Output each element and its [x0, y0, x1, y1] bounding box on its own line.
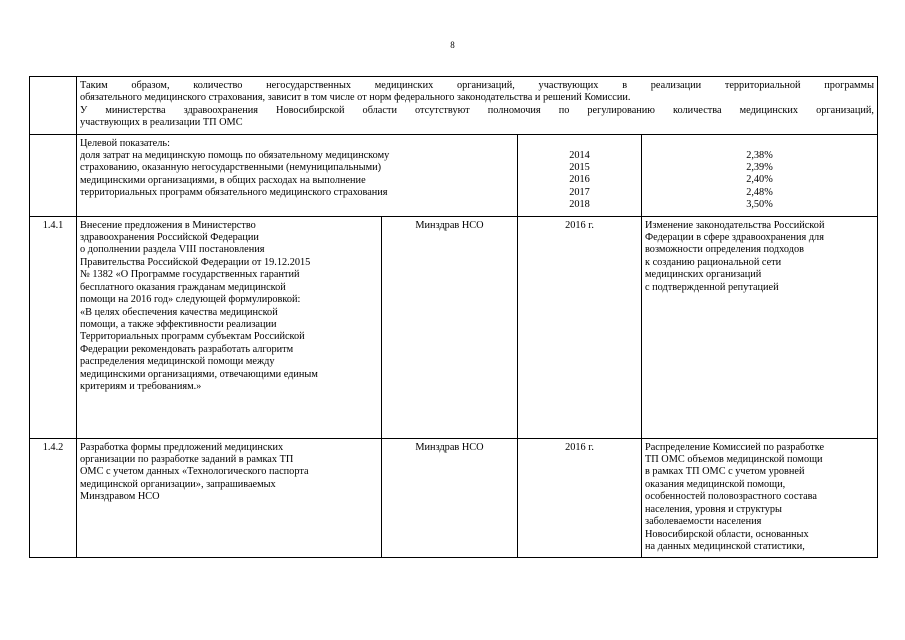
deadline-cell: 2016 г.: [518, 216, 642, 438]
action-line: организации по разработке заданий в рамках ТП: [80, 454, 294, 466]
action-line: помощи, а также эффективности реализации: [80, 318, 277, 330]
target-year: 2018: [569, 199, 590, 211]
action-line: здравоохранения Российской Федерации: [80, 232, 259, 244]
target-label-line: территориальных программ обязательного медицинского страхования: [80, 187, 388, 199]
result-line: населения, уровня и структуры: [645, 503, 782, 515]
action-line: критериям и требованиям.»: [80, 380, 202, 392]
row-number: 1.4.1: [30, 216, 77, 438]
intro-number-cell: [30, 77, 77, 135]
action-line: «В целях обеспечения качества медицинской: [80, 306, 278, 318]
target-label-line: Целевой показатель:: [80, 137, 170, 149]
target-label-line: доля затрат на медицинскую помощь по обязательному медицинскому: [80, 150, 390, 162]
action-line: распределения медицинской помощи между: [80, 356, 275, 368]
result-line: ТП ОМС объемов медицинской помощи: [645, 454, 823, 466]
target-value: 3,50%: [746, 199, 773, 211]
target-year: 2015: [569, 162, 590, 174]
target-value: 2,48%: [746, 186, 773, 198]
result-line: Новосибирской области, основанных: [645, 528, 809, 540]
result-line: медицинских организаций: [645, 269, 762, 281]
table-row: [30, 216, 878, 438]
intro-paragraph-2-line: У министерства здравоохранения Новосибирской области отсутствуют полномочия по регулированию количества медицинских организаций,: [80, 104, 874, 116]
target-label-line: страхованию, оказанную негосударственными (немуниципальными): [80, 162, 382, 174]
table-row: [30, 438, 878, 558]
target-year: 2017: [569, 186, 590, 198]
action-line: ОМС с учетом данных «Технологического паспорта: [80, 466, 309, 478]
responsible-cell: Минздрав НСО: [382, 216, 518, 438]
intro-paragraph-2-line: участвующих в реализации ТП ОМС: [80, 117, 243, 129]
row-number: 1.4.2: [30, 438, 77, 558]
result-cell: [642, 216, 878, 438]
action-line: Федерации рекомендовать разработать алгоритм: [80, 343, 294, 355]
action-line: Минздравом НСО: [80, 491, 160, 503]
action-line: о дополнении раздела VIII постановления: [80, 244, 265, 256]
target-year: 2016: [569, 174, 590, 186]
action-line: бесплатного оказания гражданам медицинской: [80, 281, 286, 293]
deadline-cell: 2016 г.: [518, 438, 642, 558]
target-year: 2014: [569, 149, 590, 161]
plan-table: [29, 76, 878, 558]
result-line: возможности определения подходов: [645, 244, 805, 256]
result-line: Федерации в сфере здравоохранения для: [645, 232, 824, 244]
target-indicator-row: [30, 134, 878, 216]
target-label-cell: [77, 134, 518, 216]
action-line: Внесение предложения в Министерство: [80, 219, 256, 231]
action-line: медицинскими организациями, отвечающими единым: [80, 368, 318, 380]
result-line: с подтвержденной репутацией: [645, 281, 779, 293]
target-values-cell: [642, 134, 878, 216]
action-line: Разработка формы предложений медицинских: [80, 441, 284, 453]
action-cell: [77, 216, 382, 438]
result-line: в рамках ТП ОМС с учетом уровней: [645, 466, 805, 478]
action-line: помощи на 2016 год» следующей формулировкой:: [80, 294, 301, 306]
intro-paragraph-1-line: Таким образом, количество негосударственных медицинских организаций, участвующих в реализации территориальной программы: [80, 80, 874, 91]
result-line: особенностей половозрастного состава: [645, 491, 817, 503]
target-value: 2,38%: [746, 149, 773, 161]
intro-paragraph-1-line: обязательного медицинского страхования, зависит в том числе от норм федерального законодательства и решений Комиссии.: [80, 92, 631, 104]
target-years-cell: [518, 134, 642, 216]
target-value: 2,39%: [746, 162, 773, 174]
target-value: 2,40%: [746, 174, 773, 186]
result-cell: [642, 438, 878, 558]
result-line: оказания медицинской помощи,: [645, 478, 786, 490]
target-label-line: медицинскими организациями, в общих расходах на выполнение: [80, 174, 366, 186]
intro-text-cell: [77, 77, 878, 135]
target-number-cell: [30, 134, 77, 216]
action-line: Правительства Российской Федерации от 19.12.2015: [80, 256, 311, 268]
page-number: 8: [450, 40, 455, 50]
result-line: на данных медицинской статистики,: [645, 540, 805, 552]
action-line: Территориальных программ субъектам Российской: [80, 331, 305, 343]
result-line: к созданию рациональной сети: [645, 256, 782, 268]
action-line: № 1382 «О Программе государственных гарантий: [80, 269, 300, 281]
action-cell: [77, 438, 382, 558]
result-line: Распределение Комиссией по разработке: [645, 441, 825, 453]
intro-row: [30, 77, 878, 135]
responsible-cell: Минздрав НСО: [382, 438, 518, 558]
result-line: Изменение законодательства Российской: [645, 219, 825, 231]
action-line: медицинской организации», запрашиваемых: [80, 478, 276, 490]
result-line: заболеваемости населения: [645, 516, 762, 528]
